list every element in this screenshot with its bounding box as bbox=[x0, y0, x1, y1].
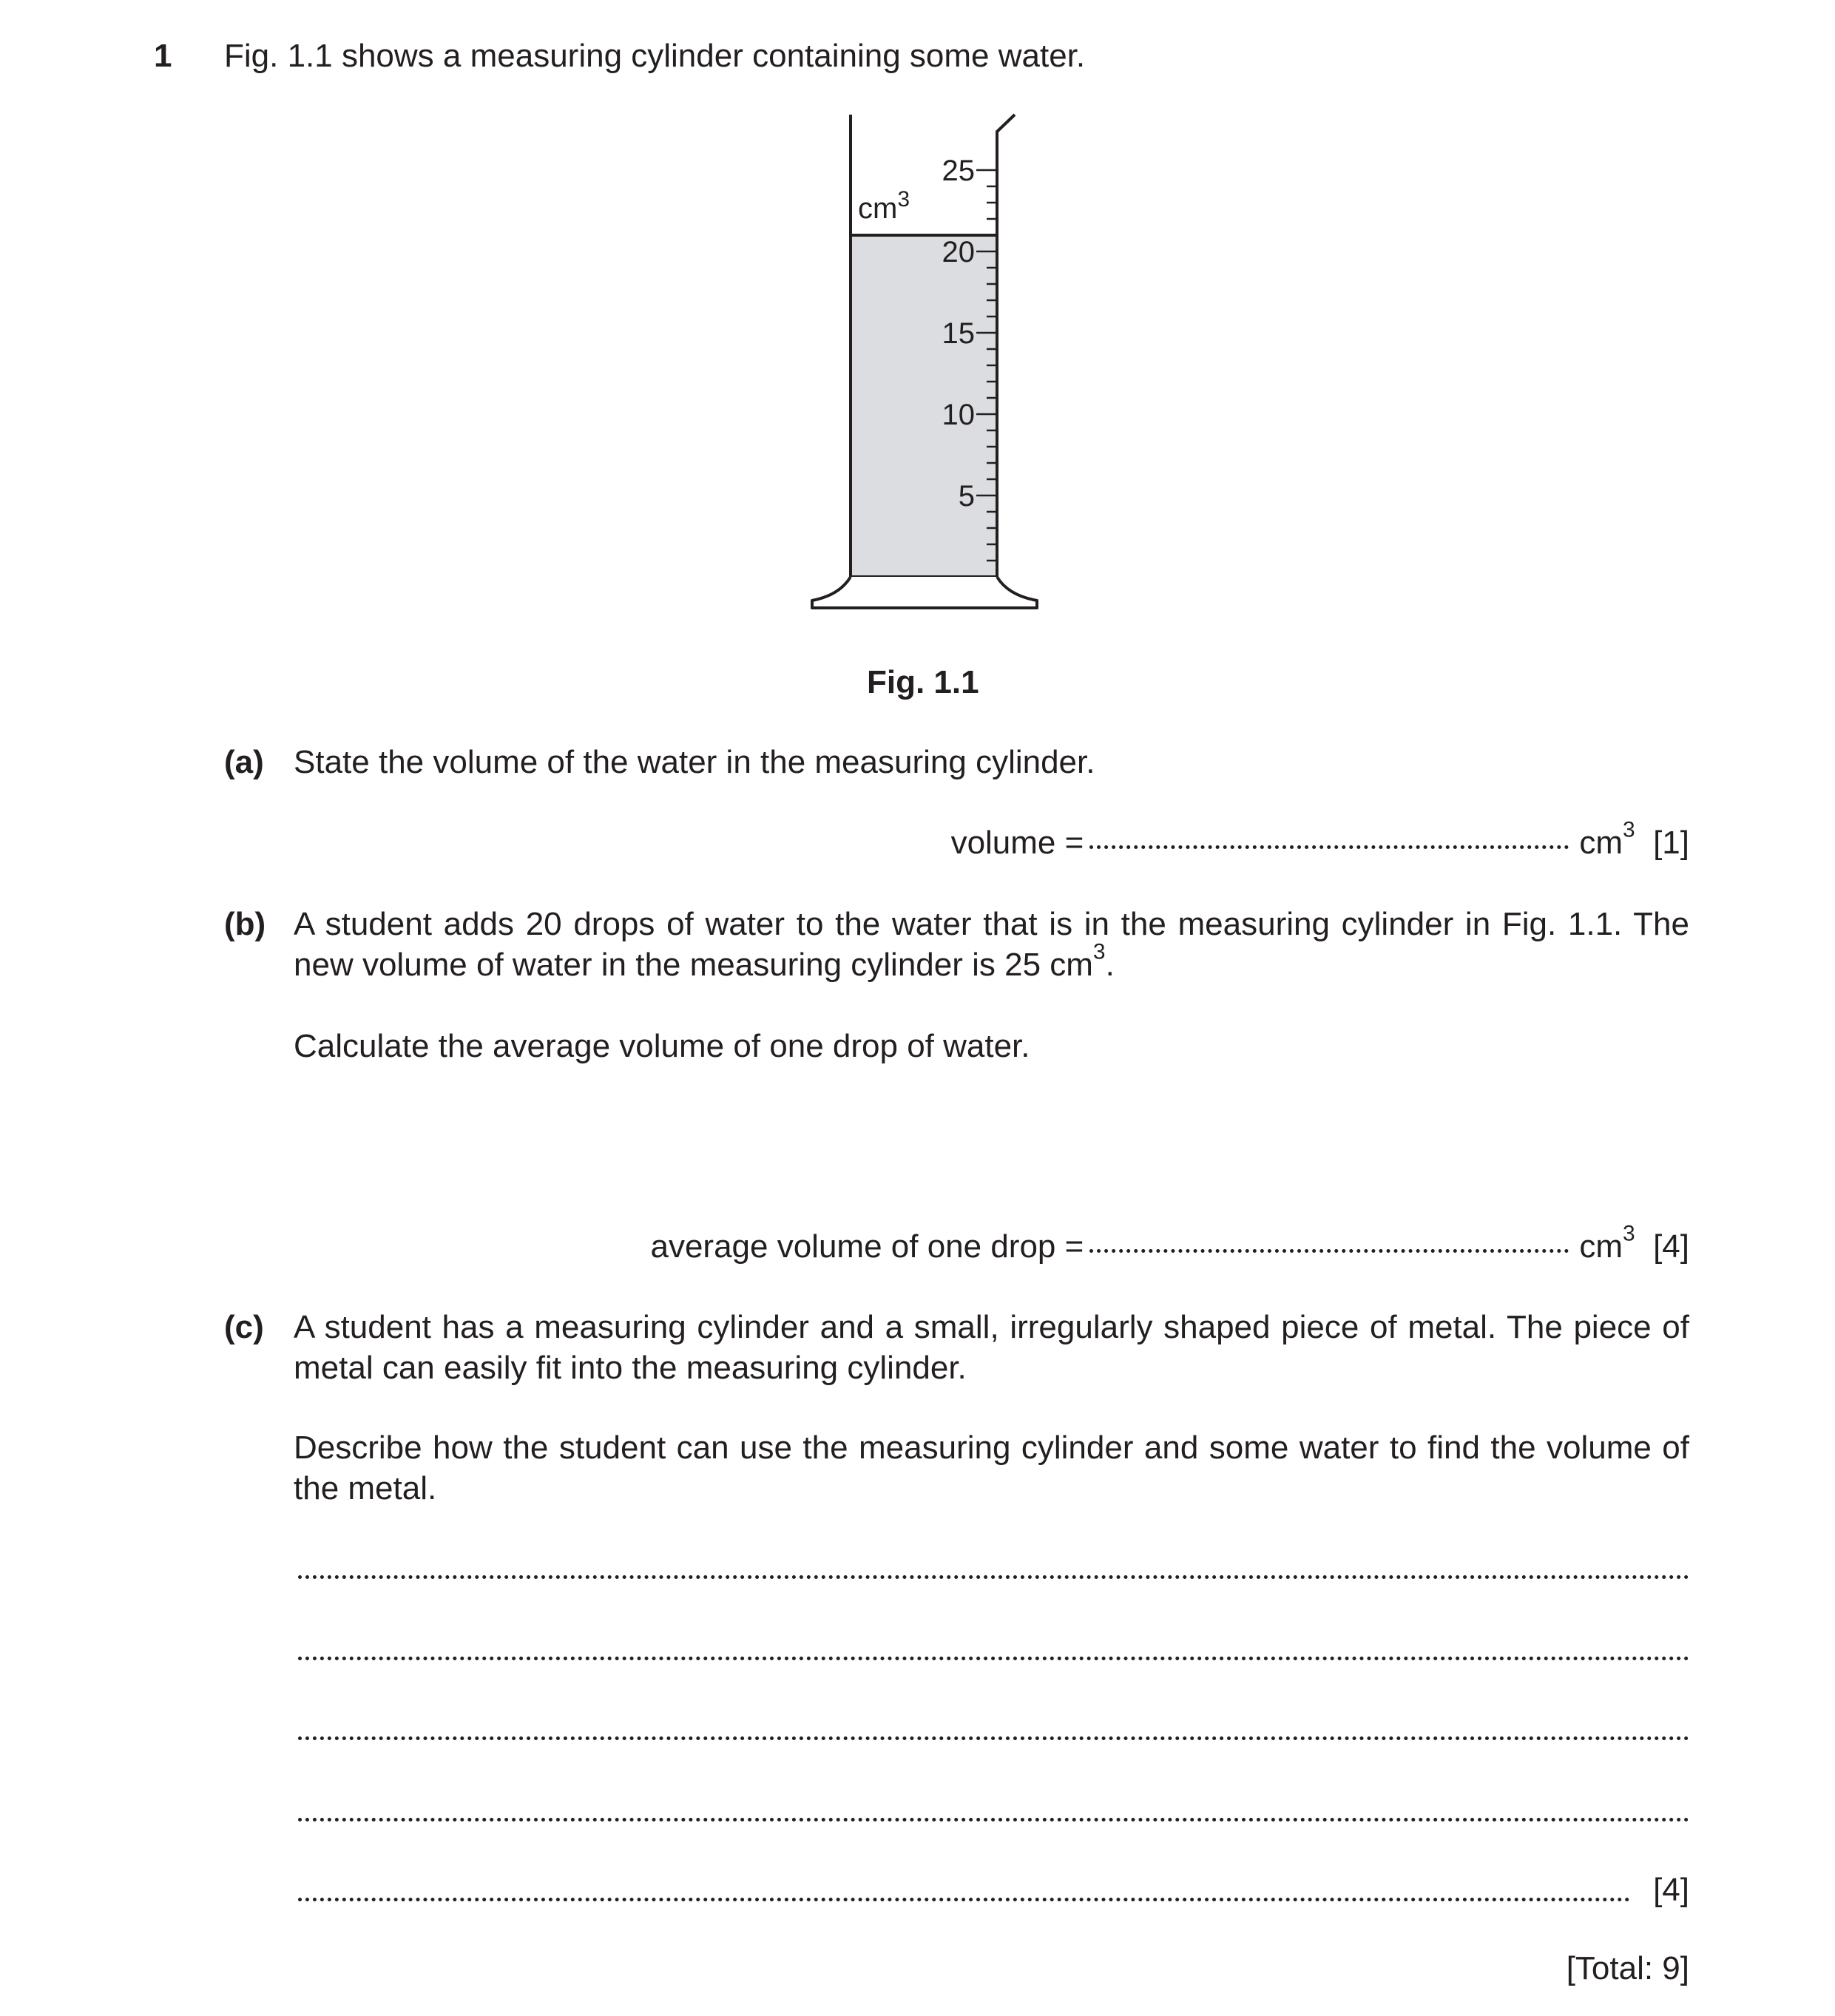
scale-label-15: 15 bbox=[942, 317, 975, 350]
part-c-text-1: A student has a measuring cylinder and a small, irregularly shaped piece of metal. The piece of metal can easily fit into the measuring cylinder. bbox=[294, 1309, 1689, 1386]
part-b-text-1: A student adds 20 drops of water to the water that is in the measuring cylinder in Fig. 1.1. The new volume of water in the measuring cylinder is 25 $cm^3$. bbox=[294, 906, 1689, 983]
part-b-answer-prefix: average volume of one drop = bbox=[650, 1228, 1084, 1265]
measuring-cylinder-figure bbox=[799, 104, 1058, 621]
answer-line-2[interactable] bbox=[298, 1657, 1689, 1660]
scale-label-5: 5 bbox=[958, 480, 975, 513]
scale-label-10: 10 bbox=[942, 399, 975, 431]
answer-line-1[interactable] bbox=[298, 1575, 1689, 1579]
answer-line-3[interactable] bbox=[298, 1736, 1689, 1740]
part-c-marks: [4] bbox=[1653, 1872, 1689, 1908]
part-b-marks: [4] bbox=[1653, 1228, 1689, 1265]
part-a-label: (a) bbox=[224, 744, 264, 780]
cylinder-base bbox=[812, 577, 1037, 608]
total-marks: [Total: 9] bbox=[1566, 1950, 1689, 1986]
answer-line-5[interactable] bbox=[298, 1898, 1630, 1901]
scale-label-20: 20 bbox=[942, 236, 975, 268]
answer-line-4[interactable] bbox=[298, 1818, 1689, 1821]
water-fill bbox=[851, 235, 997, 577]
question-number: 1 bbox=[154, 38, 172, 74]
part-a-answer-field[interactable] bbox=[1089, 845, 1569, 849]
part-a-marks: [1] bbox=[1653, 825, 1689, 861]
unit-label: $cm^3$ bbox=[858, 187, 910, 225]
part-a-answer-prefix: volume = bbox=[950, 825, 1084, 861]
part-b-answer-line bbox=[650, 1221, 1689, 1267]
scale-label-25: 25 bbox=[942, 155, 975, 187]
part-a-unit: $cm^3$ bbox=[1579, 817, 1635, 861]
part-a-answer-line bbox=[950, 817, 1689, 863]
part-c-label: (c) bbox=[224, 1309, 264, 1345]
part-c-text-2: Describe how the student can use the measuring cylinder and some water to find the volume of the metal. bbox=[294, 1430, 1689, 1506]
part-b-answer-field[interactable] bbox=[1089, 1249, 1569, 1253]
part-b-label: (b) bbox=[224, 906, 266, 942]
part-b-text-2: Calculate the average volume of one drop of water. bbox=[294, 1028, 1030, 1064]
part-b-unit: $cm^3$ bbox=[1579, 1221, 1635, 1265]
part-a-text: State the volume of the water in the measuring cylinder. bbox=[294, 744, 1095, 780]
question-intro: Fig. 1.1 shows a measuring cylinder containing some water. bbox=[224, 38, 1086, 74]
figure-caption: Fig. 1.1 bbox=[867, 664, 979, 700]
